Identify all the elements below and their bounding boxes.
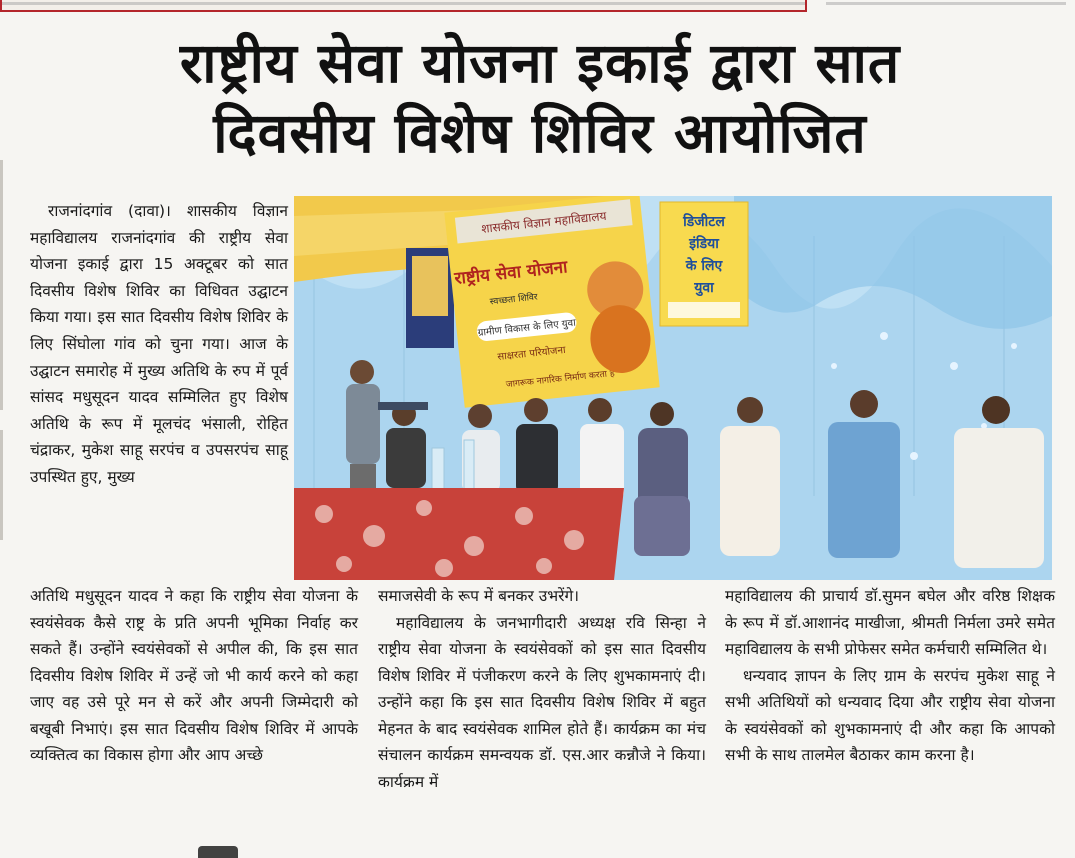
headline-line-2: दिवसीय विशेष शिविर आयोजित	[213, 101, 867, 165]
adjacent-column-edge	[0, 160, 3, 410]
banner-tag-2: ग्रामीण विकास के लिए युवा	[477, 317, 577, 339]
article-paragraph: धन्यवाद ज्ञापन के लिए ग्राम के सरपंच मुकेश साहू ने सभी अतिथियों को धन्यवाद दिया और राष्ट्रीय सेवा योजना के स्वयंसेवकों को शुभकामनाएं दी और कहा कि आपको सभी के साथ तालमेल बैठाकर काम करना है।	[725, 666, 1055, 764]
next-article-fragment	[198, 846, 238, 858]
article-column-2	[378, 583, 706, 795]
right-banner-line-3: के लिए	[685, 258, 723, 274]
event-photo	[294, 196, 1052, 580]
banner-college-text: शासकीय विज्ञान महाविद्यालय	[480, 208, 608, 236]
right-banner-line-2: इंडिया	[689, 236, 719, 252]
main-banner	[444, 196, 659, 408]
article-paragraph: राजनांदगांव (दावा)। शासकीय विज्ञान महाविद्यालय राजनांदगांव की राष्ट्रीय सेवा योजना इकाई द्वारा 15 अक्टूबर को सात दिवसीय विशेष शिविर का विधिवत उद्घाटन किया गया। इस सात दिवसीय विशेष शिविर के लिए सिंघोला गांव को चुना गया। आज के उद्घाटन समारोह में मुख्य अतिथि के रुप में पूर्व सांसद मधुसूदन यादव सम्मिलित हुए विशेष अतिथि के रूप में मूलचंद भंसाली, रोहित चंद्राकर, मुकेश साहू सरपंच व उपसरपंच साहू उपस्थित हुए, मुख्य	[30, 202, 288, 486]
adjacent-column-edge	[0, 430, 3, 540]
article-headline	[40, 28, 1040, 168]
headline-line-1: राष्ट्रीय सेवा योजना इकाई द्वारा सात	[179, 31, 901, 95]
banner-scheme-text: राष्ट्रीय सेवा योजना	[453, 257, 569, 290]
event-photo-illustration	[294, 196, 1052, 580]
previous-article-box	[0, 0, 807, 12]
article-paragraph: महाविद्यालय के जनभागीदारी अध्यक्ष रवि सिन्हा ने राष्ट्रीय सेवा योजना के स्वयंसेवकों को इस सात दिवसीय विशेष शिविर में पंजीकरण करने के लिए शुभकामनाएं दी। उन्होंने कहा कि इस सात दिवसीय विशेष शिविर में बहुत मेहनत के बाद स्वयंसेवक शामिल होते हैं। कार्यक्रम का मंच संचालन कार्यक्रम समन्वयक डॉ. एस.आर कन्नौजे ने किया। कार्यक्रम में	[378, 613, 706, 791]
table	[294, 488, 624, 580]
banner-tag-4: जागरूक नागरिक निर्माण करता है	[505, 368, 616, 391]
article-column-1-top	[30, 198, 288, 491]
previous-article-strip	[0, 0, 1075, 14]
banner-tag-3: साक्षरता परियोजना	[496, 344, 567, 363]
article-paragraph: अतिथि मधुसूदन यादव ने कहा कि राष्ट्रीय सेवा योजना के स्वयंसेवक कैसे राष्ट्र के प्रति अपनी भूमिका निर्वाह कर सकते हैं। उन्होंने स्वयंसेवकों से अपील की, कि इस सात दिवसीय विशेष शिविर में उन्हें जो भी कार्य करने को कहा जाए वह उसे पूरे मन से करें और अपनी जिम्मेदारी को बखूबी निभाएं। इस सात दिवसीय विशेष शिविर में आपके व्यक्तित्व का विकास होगा और आप अच्छे	[30, 587, 358, 764]
article-column-1-bottom	[30, 583, 358, 769]
article-paragraph: महाविद्यालय की प्राचार्य डॉ.सुमन बघेल और वरिष्ठ शिक्षक के रूप में डॉ.आशानंद माखीजा, श्रीमती निर्मला उमरे समेत महाविद्यालय के सभी प्रोफेसर समेत कर्मचारी सम्मिलित थे।	[725, 587, 1055, 658]
article-column-3	[725, 583, 1055, 769]
right-banner-line-1: डिजीटल	[683, 214, 725, 230]
previous-article-right	[826, 0, 1066, 6]
banner-tag-1: स्वच्छता शिविर	[489, 292, 539, 308]
right-banner-line-4: युवा	[694, 280, 714, 296]
right-banner	[660, 202, 748, 326]
article-paragraph: समाजसेवी के रूप में बनकर उभरेंगे।	[378, 587, 580, 605]
